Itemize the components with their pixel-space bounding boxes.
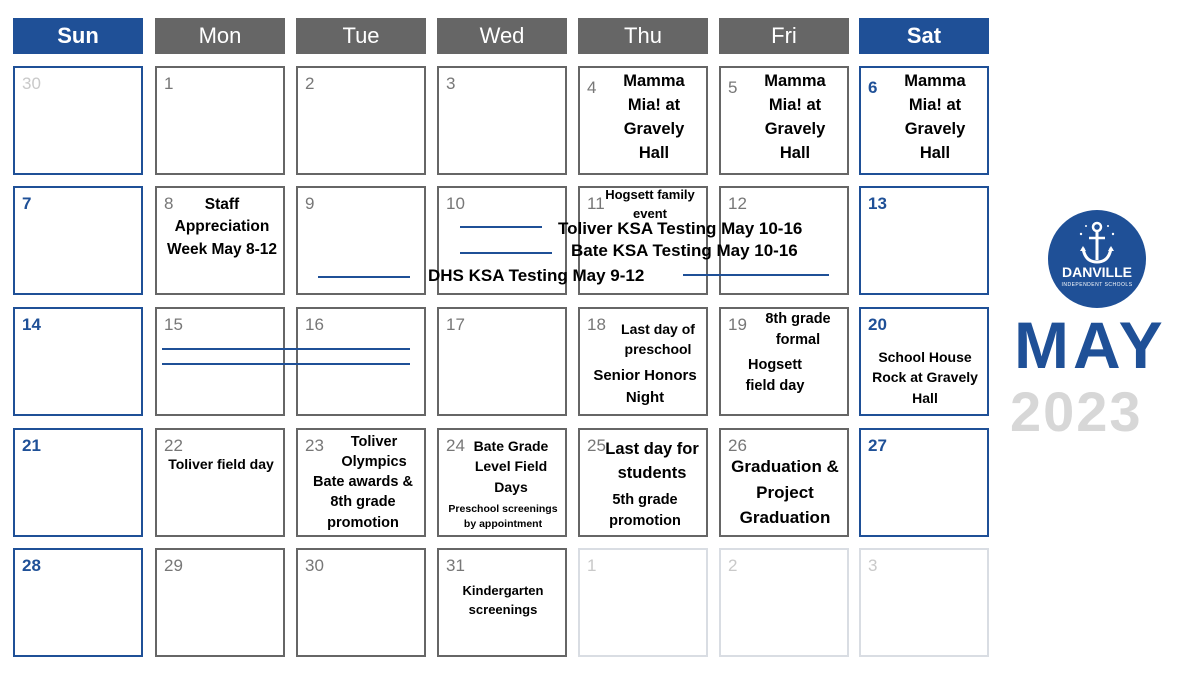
date-number: 2 xyxy=(728,556,738,575)
day-cell[interactable] xyxy=(437,548,567,657)
event-hogsett-family: Hogsett family event xyxy=(605,187,695,221)
day-cell[interactable] xyxy=(859,186,989,295)
date-number: 7 xyxy=(22,194,32,213)
day-cell[interactable] xyxy=(155,66,285,175)
day-cell[interactable] xyxy=(13,548,143,657)
day-cell[interactable] xyxy=(578,66,708,175)
event-mamma-mia: Mamma Mia! at Gravely Hall xyxy=(904,72,966,162)
day-cell[interactable] xyxy=(296,66,426,175)
day-cell[interactable] xyxy=(155,548,285,657)
date-number: 15 xyxy=(164,315,183,334)
day-header-thu: Thu xyxy=(578,18,708,54)
event-hogsett-field-day: Hogsett field day xyxy=(745,357,805,395)
span-line xyxy=(162,348,410,350)
day-cell[interactable] xyxy=(719,66,849,175)
day-cell[interactable] xyxy=(719,428,849,537)
date-number: 27 xyxy=(868,436,887,455)
day-cell[interactable] xyxy=(13,186,143,295)
date-number: 9 xyxy=(305,194,315,213)
day-cell[interactable] xyxy=(859,428,989,537)
event-toliver-ksa: Toliver KSA Testing May 10-16 xyxy=(558,219,803,238)
date-number: 21 xyxy=(22,436,41,455)
day-cell[interactable] xyxy=(437,428,567,537)
date-number: 26 xyxy=(728,436,747,455)
span-line xyxy=(318,276,410,278)
month-title: MAY xyxy=(1014,308,1167,382)
date-number: 24 xyxy=(446,436,465,455)
date-number: 8 xyxy=(164,194,174,213)
day-cell[interactable] xyxy=(859,66,989,175)
date-number: 23 xyxy=(305,436,324,455)
date-number: 3 xyxy=(868,556,878,575)
event-toliver-olympics: Toliver Olympics xyxy=(341,434,407,471)
date-number: 6 xyxy=(868,78,878,97)
day-header-tue: Tue xyxy=(296,18,426,54)
date-number: 19 xyxy=(728,315,747,334)
date-number: 22 xyxy=(164,436,183,455)
date-number: 10 xyxy=(446,194,465,213)
day-cell[interactable] xyxy=(155,307,285,416)
date-number: 31 xyxy=(446,556,465,575)
anchor-icon xyxy=(1077,220,1117,266)
day-cell[interactable] xyxy=(13,307,143,416)
date-number: 13 xyxy=(868,194,887,213)
date-number: 30 xyxy=(305,556,324,575)
span-line xyxy=(460,226,542,228)
day-cell[interactable] xyxy=(296,186,426,295)
event-senior-honors: Senior Honors Night xyxy=(593,367,697,406)
event-mamma-mia: Mamma Mia! at Gravely Hall xyxy=(623,72,685,162)
date-number: 28 xyxy=(22,556,41,575)
event-graduation: Graduation & Project Graduation xyxy=(731,457,839,527)
day-header-mon: Mon xyxy=(155,18,285,54)
logo-subtitle: INDEPENDENT SCHOOLS xyxy=(1061,282,1133,288)
date-number: 12 xyxy=(728,194,747,213)
danville-logo xyxy=(1048,210,1146,308)
date-number: 25 xyxy=(587,436,606,455)
date-number: 16 xyxy=(305,315,324,334)
logo-name: DANVILLE xyxy=(1062,264,1132,280)
day-cell[interactable] xyxy=(155,428,285,537)
day-cell[interactable] xyxy=(578,548,708,657)
date-number: 18 xyxy=(587,315,606,334)
date-number: 29 xyxy=(164,556,183,575)
date-number: 17 xyxy=(446,315,465,334)
date-number: 4 xyxy=(587,78,597,97)
event-kindergarten-screenings: Kindergarten screenings xyxy=(462,583,544,617)
event-5th-grade-promotion: 5th grade promotion xyxy=(609,492,681,530)
event-dhs-ksa: DHS KSA Testing May 9-12 xyxy=(428,266,645,285)
date-number: 20 xyxy=(868,315,887,334)
year-title: 2023 xyxy=(1010,380,1143,443)
event-last-day-preschool: Last day of preschool xyxy=(621,321,695,358)
date-number: 5 xyxy=(728,78,738,97)
day-cell[interactable] xyxy=(578,307,708,416)
day-header-sun: Sun xyxy=(13,18,143,54)
day-cell[interactable] xyxy=(437,66,567,175)
date-number: 11 xyxy=(587,194,605,213)
day-cell[interactable] xyxy=(296,428,426,537)
date-number: 1 xyxy=(587,556,597,575)
date-number: 14 xyxy=(22,315,41,334)
day-cell[interactable] xyxy=(296,307,426,416)
day-header-sat: Sat xyxy=(859,18,989,54)
event-8th-grade-formal: 8th grade formal xyxy=(765,311,831,349)
day-cell[interactable] xyxy=(296,548,426,657)
date-number: 2 xyxy=(305,74,315,93)
day-cell[interactable] xyxy=(859,548,989,657)
event-bate-ksa: Bate KSA Testing May 10-16 xyxy=(571,241,798,260)
day-cell[interactable] xyxy=(437,307,567,416)
event-mamma-mia: Mamma Mia! at Gravely Hall xyxy=(764,72,826,162)
day-header-fri: Fri xyxy=(719,18,849,54)
event-preschool-screenings: Preschool screenings by appointment xyxy=(448,503,558,530)
event-toliver-field-day: Toliver field day xyxy=(168,456,274,472)
day-cell[interactable] xyxy=(13,66,143,175)
event-last-day-students: Last day for students xyxy=(605,440,699,482)
day-cell[interactable] xyxy=(578,428,708,537)
day-cell[interactable] xyxy=(719,548,849,657)
span-line xyxy=(683,274,829,276)
event-school-house-rock: School House Rock at Gravely Hall xyxy=(872,349,978,406)
span-line xyxy=(162,363,410,365)
date-number: 3 xyxy=(446,74,456,93)
date-number: 1 xyxy=(164,74,174,93)
event-bate-grade-level: Bate Grade Level Field Days xyxy=(473,438,549,495)
event-staff-appreciation: Staff Appreciation Week May 8-12 xyxy=(167,196,277,258)
span-line xyxy=(460,252,552,254)
event-bate-awards: Bate awards & 8th grade promotion xyxy=(313,474,413,531)
day-cell[interactable] xyxy=(719,307,849,416)
day-header-wed: Wed xyxy=(437,18,567,54)
day-cell[interactable] xyxy=(859,307,989,416)
date-number: 30 xyxy=(22,74,41,93)
day-cell[interactable] xyxy=(155,186,285,295)
day-cell[interactable] xyxy=(13,428,143,537)
